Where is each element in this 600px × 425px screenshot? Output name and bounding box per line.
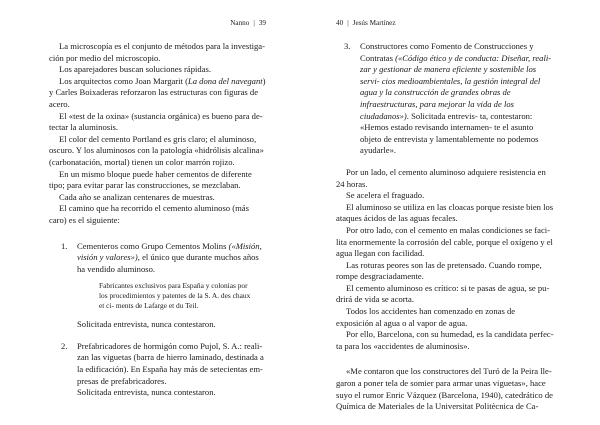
paragraph: Los aparejadores buscan soluciones rápidas. xyxy=(59,64,212,75)
header-separator: | xyxy=(347,19,349,27)
page-number: 40 xyxy=(336,19,344,27)
italic-quote: («Código ético y de conducta: Diseñar, reali- zar y gestionar de manera eficiente y sostenible los servi- cios medioambientales, la gestión integral del agua y la construcción de grandes obras de infraestructuras, para mejorar la vida de los ciudadanos») xyxy=(360,52,552,121)
list-number: 2. xyxy=(61,340,68,351)
closing-note: Solicitada entrevista, nunca contestaron. xyxy=(77,319,216,330)
spacer xyxy=(49,227,267,241)
running-title: Nanno xyxy=(230,19,250,27)
header-separator: | xyxy=(253,19,255,27)
spacer xyxy=(336,352,554,366)
list-item-1 xyxy=(49,241,267,331)
italic-quote: («Misión, visión y valores») xyxy=(77,240,262,263)
left-page-body xyxy=(49,41,267,399)
block-quote-text: Fabricantes exclusivos para España y colonias por los procedimientos y patentes de la S. A. des chaux et ci- ments de Lafarge et du Teil. xyxy=(99,281,251,311)
paragraph: Por ello, Barcelona, con su humedad, es la candidata perfec- ta para los «accidentes de aluminosis». xyxy=(336,329,554,351)
right-page xyxy=(300,0,600,425)
paragraph: El aluminoso se utiliza en las cloacas porque resiste bien los ataques ácidos de las aguas fecales. xyxy=(336,201,554,224)
paragraph: El color del cemento Portland es gris claro; el aluminoso, oscuro. Y los aluminosos con la patología «hidrólisis alcalina» (carbonatación, mortal) tienen un color marrón rojizo. xyxy=(49,133,264,167)
paragraph: En un mismo bloque puede haber cementos de diferente tipo; para evitar parar las construcciones, se mezclaban. xyxy=(49,168,252,191)
right-page-body xyxy=(336,41,554,413)
paragraph: «Me contaron que los constructores del Turó de la Peira lle- garon a poner tela de somier para armar unas viguetas», hace suyo el rumor Enric Vázquez (Barcelona, 1940), catedrático de Química de Materiales de la Universitat Politècnica de Ca- xyxy=(336,366,553,412)
paragraph: La microscopía es el conjunto de métodos para la investiga- ción por medio del microscopio. xyxy=(49,41,265,63)
list-item-3 xyxy=(336,41,554,157)
list-item-text: Constructores como Fomento de Construcciones y Contratas («Código ético y de conducta: Diseñar, reali- zar y gestionar de manera eficiente y sostenible los servi- cios medioambientales, la gestión integral del agua y la construcción de grandes obras de infraestructuras, para mejorar la vida de los ciudadanos»). Solicitada entrevis- ta, contestaron: «Hemos estado revisando internamen- te el asunto objeto de entrevista y lamentablemente no podemos ayudarle». xyxy=(360,41,552,156)
paragraph: Por un lado, el cemento aluminoso adquiere resistencia en 24 horas. xyxy=(336,166,546,189)
list-number: 1. xyxy=(61,240,68,251)
paragraph: Por otro lado, con el cemento en malas condiciones se faci- lita enormemente la corrosión del cable, porque el oxígeno y el agua llegan con facilidad. xyxy=(336,224,553,259)
paragraph: Cada año se analizan centenares de muestras. xyxy=(59,191,215,202)
right-page-header xyxy=(336,19,396,27)
block-quote xyxy=(77,281,267,311)
paragraph: Todos los accidentes han comenzado en zonas de exposición al agua o al vapor de agua. xyxy=(336,306,516,328)
page-number: 39 xyxy=(258,19,266,27)
list-item-text: Prefabricadores de hormigón como Pujol, S. A.: reali- zan las viguetas (barra de hierro laminado, destinada a la edificación). En España hay más de setecientas em- presas de prefabricadores. xyxy=(77,340,264,386)
author-name: Jesús Martínez xyxy=(352,19,396,27)
paragraph: Los arquitectos como Joan Margarit (La dona del navegant) y Carles Boixaderas reforzaron las estructuras con figuras de acero. xyxy=(49,75,266,109)
left-page-header xyxy=(230,19,266,27)
spacer xyxy=(49,331,267,341)
paragraph: El «test de la oxina» (sustancia orgánica) es bueno para de- tectar la aluminosis. xyxy=(49,110,263,133)
list-item-2 xyxy=(49,341,267,399)
paragraph: El cemento aluminoso es crítico: si te pasas de agua, se pu- drirá de vida se acorta. xyxy=(336,282,550,305)
paragraph: Se acelera el fraguado. xyxy=(346,190,425,201)
list-item-text: Cementeros como Grupo Cementos Molins («Misión, visión y valores»), el único que durante muchos años ha vendido aluminoso. xyxy=(77,240,262,274)
list-number: 3. xyxy=(344,41,351,51)
paragraph: Las roturas peores son las de pretensado. Cuando rompe, rompe desgraciadamente. xyxy=(336,259,542,282)
closing-note: Solicitada entrevista, nunca contestaron. xyxy=(77,387,216,398)
paragraph: El camino que ha recorrido el cemento aluminoso (más caro) es el siguiente: xyxy=(49,203,249,225)
spacer xyxy=(336,157,554,167)
